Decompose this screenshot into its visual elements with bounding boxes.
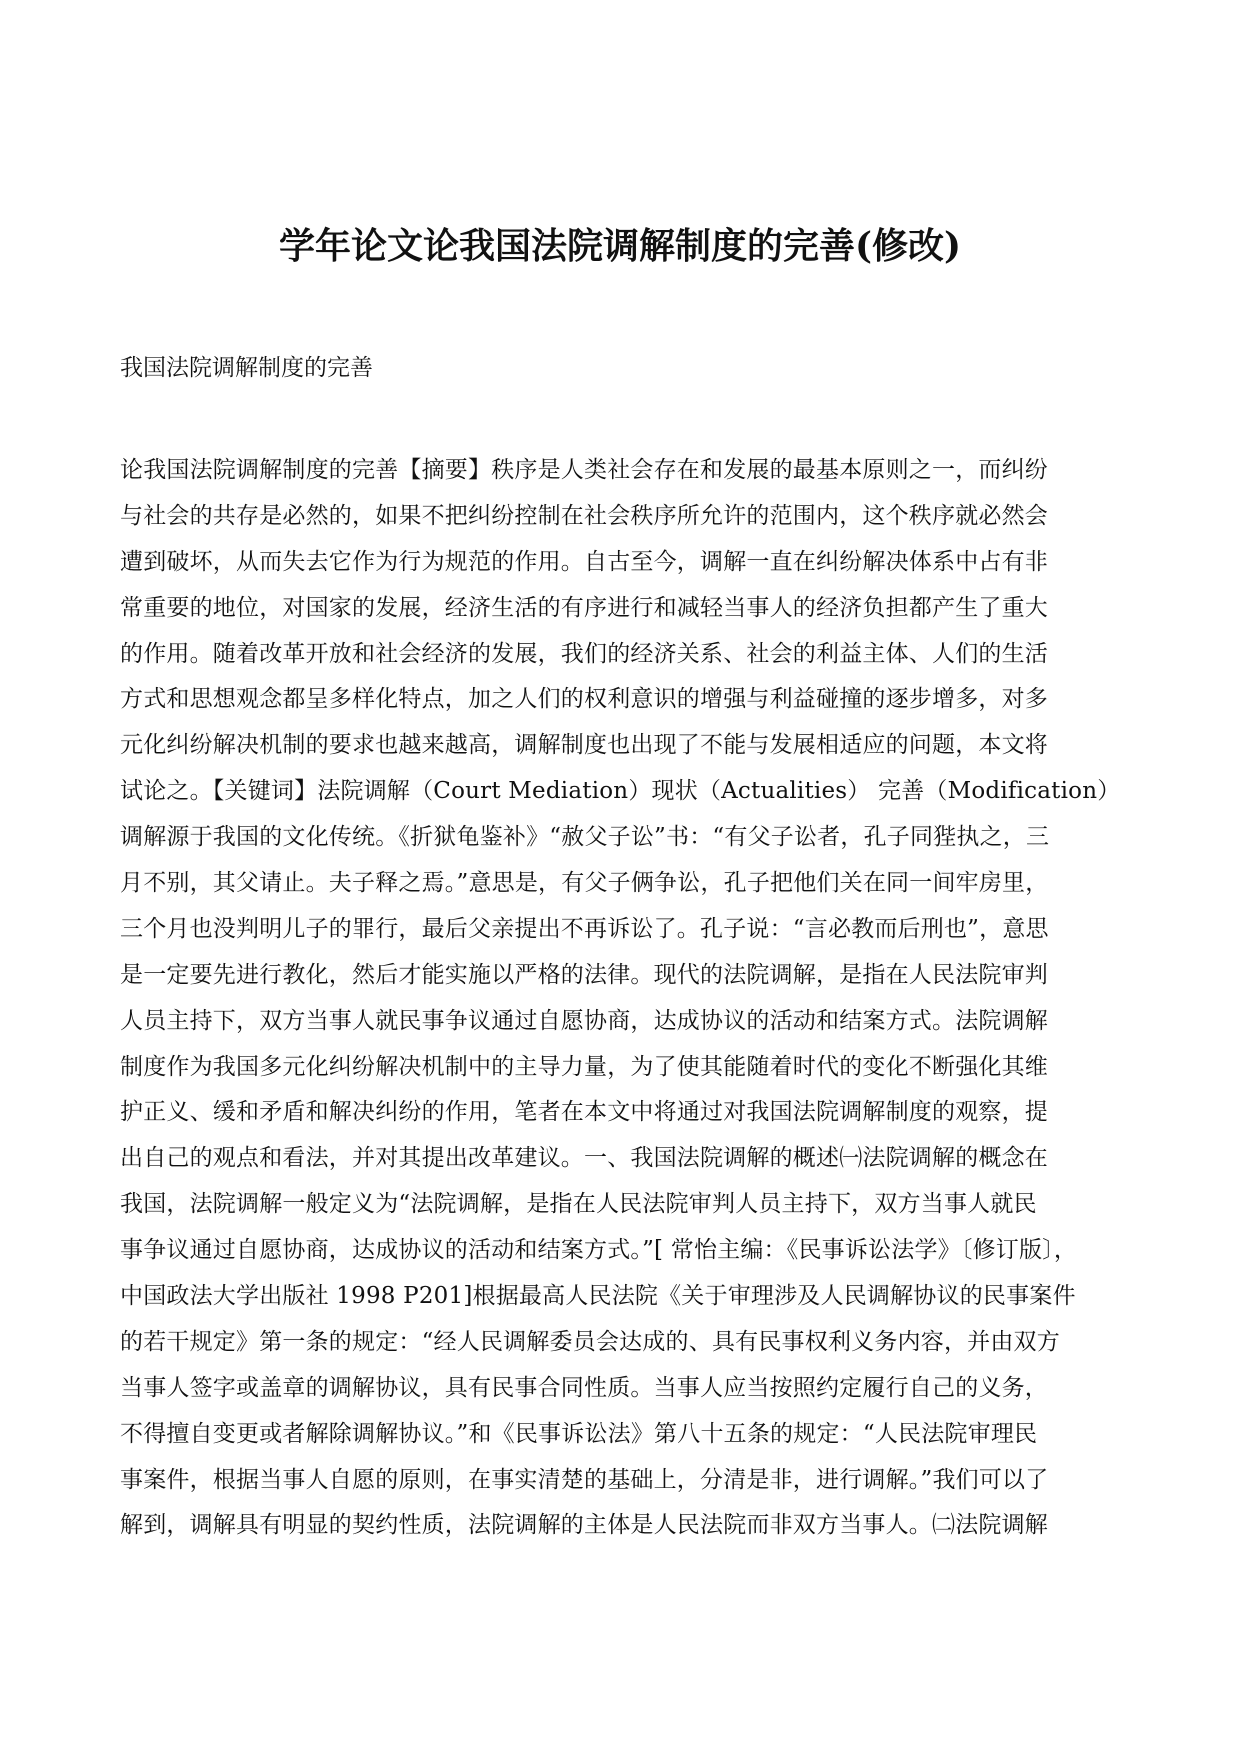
body-line: 常重要的地位，对国家的发展，经济生活的有序进行和减轻当事人的经济负担都产生了重大: [120, 594, 1048, 621]
body-line: 论我国法院调解制度的完善【摘要】秩序是人类社会存在和发展的最基本原则之一，而纠纷: [120, 457, 1048, 483]
body-line: 不得擅自变更或者解除调解协议。”和《民事诉讼法》第八十五条的规定：“人民法院审理民: [120, 1420, 1038, 1447]
subtitle: 我国法院调解制度的完善: [120, 355, 373, 381]
body-line: 解到，调解具有明显的契约性质，法院调解的主体是人民法院而非双方当事人。㈡法院调解: [120, 1512, 1048, 1539]
body-line: 出自己的观点和看法，并对其提出改革建议。一、我国法院调解的概述㈠法院调解的概念在: [120, 1145, 1048, 1172]
body-text: [120, 448, 1120, 1549]
body-line: 人员主持下，双方当事人就民事争议通过自愿协商，达成协议的活动和结案方式。法院调解: [120, 1007, 1048, 1034]
body-line: 我国，法院调解一般定义为“法院调解，是指在人民法院审判人员主持下，双方当事人就民: [120, 1191, 1037, 1218]
body-line: 与社会的共存是必然的，如果不把纠纷控制在社会秩序所允许的范围内，这个秩序就必然会: [120, 502, 1048, 529]
body-line: 元化纠纷解决机制的要求也越来越高，调解制度也出现了不能与发展相适应的问题，本文将: [120, 732, 1048, 759]
body-line: 制度作为我国多元化纠纷解决机制中的主导力量，为了使其能随着时代的变化不断强化其维: [120, 1053, 1048, 1080]
body-line: 护正义、缓和矛盾和解决纠纷的作用，笔者在本文中将通过对我国法院调解制度的观察，提: [120, 1099, 1048, 1126]
page-title: 学年论文论我国法院调解制度的完善(修改): [278, 225, 962, 267]
body-line: 遭到破坏，从而失去它作为行为规范的作用。自古至今，调解一直在纠纷解决体系中占有非: [120, 548, 1048, 575]
body-line: 月不别，其父请止。夫子释之焉。”意思是，有父子俩争讼，孔子把他们关在同一间牢房里，: [120, 870, 1049, 897]
body-line: 是一定要先进行教化，然后才能实施以严格的法律。现代的法院调解，是指在人民法院审判: [120, 961, 1048, 988]
body-line: 当事人签字或盖章的调解协议，具有民事合同性质。当事人应当按照约定履行自己的义务，: [120, 1374, 1048, 1401]
body-line: 试论之。【关键词】法院调解（Court Mediation）现状（Actualities） 完善（Modification）: [120, 778, 1120, 805]
body-line: 三个月也没判明儿子的罪行，最后父亲提出不再诉讼了。孔子说：“言必教而后刑也”，意思: [120, 915, 1049, 942]
body-line: 方式和思想观念都呈多样化特点，加之人们的权利意识的增强与利益碰撞的逐步增多，对多: [120, 686, 1048, 713]
body-line: 事争议通过自愿协商，达成协议的活动和结案方式。”[ 常怡主编：《民事诉讼法学》〔修订版〕，: [120, 1237, 1078, 1264]
body-line: 的作用。随着改革开放和社会经济的发展，我们的经济关系、社会的利益主体、人们的生活: [120, 640, 1048, 667]
body-line: 中国政法大学出版社 1998 P201]根据最高人民法院《关于审理涉及人民调解协议的民事案件: [120, 1283, 1076, 1310]
body-line: 调解源于我国的文化传统。《折狱龟鉴补》“赦父子讼”书：“有父子讼者，孔子同狴执之，三: [120, 824, 1050, 851]
body-line: 的若干规定》第一条的规定：“经人民调解委员会达成的、具有民事权利义务内容，并由双方: [120, 1328, 1060, 1355]
body-line: 事案件，根据当事人自愿的原则，在事实清楚的基础上，分清是非，进行调解。”我们可以了: [120, 1466, 1049, 1493]
